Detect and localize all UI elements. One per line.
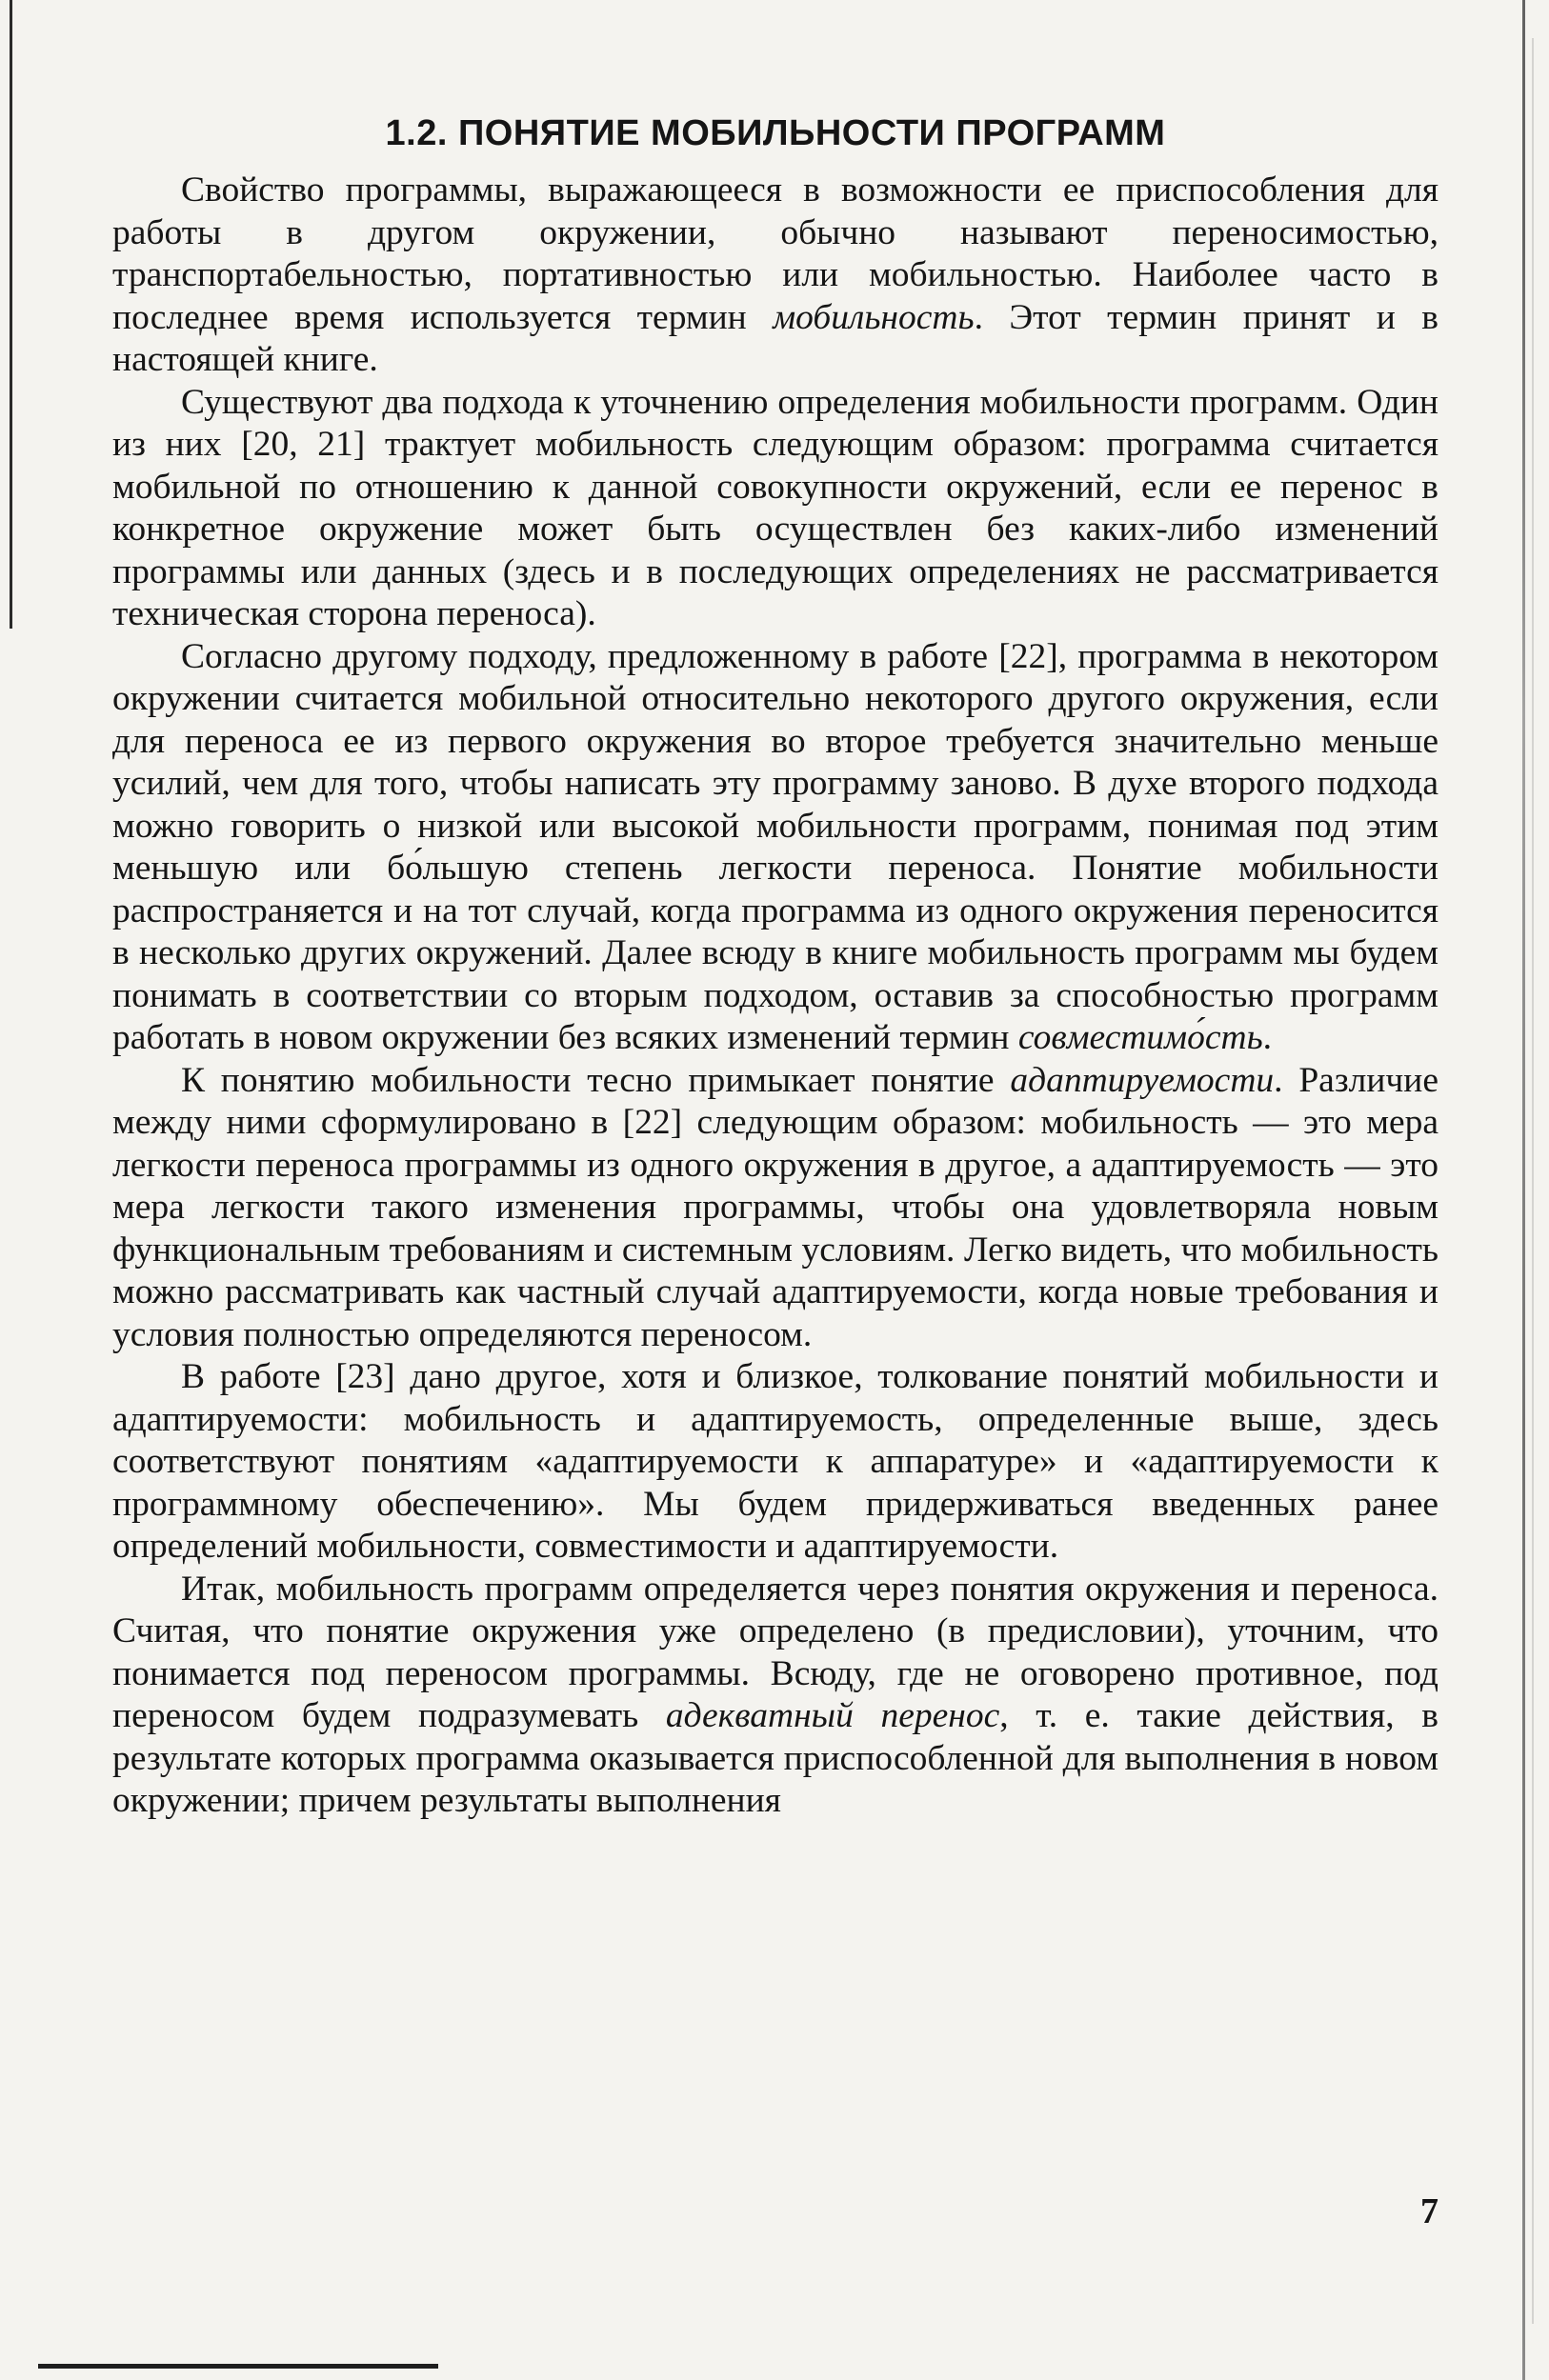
paragraph-text: , т. е. такие действия, в результате которых программа оказывается приспособленной для выполнения в новом окружении; причем результаты выполнения: [112, 1696, 1438, 1820]
scan-right-edge-shadow: [1532, 38, 1534, 2324]
paragraph-text: Существуют два подхода к уточнению определения мобильности программ. Один из них [20, 21] трактует мобильность следующим образом: программа считается мобильной по отношению к данной совокупности окружений, если ее перенос в конкретное окружение может быть осуществлен без каких-либо изменений программы или данных (здесь и в последующих определениях не рассматривается техническая сторона переноса).: [112, 382, 1438, 633]
body-text: [112, 170, 1438, 1823]
paragraph-text: К понятию мобильности тесно примыкает понятие: [181, 1060, 1011, 1100]
paragraph-text: Итак, мобильность программ определяется через понятия окружения и переноса. Считая, что понятие окружения уже определено (в предисловии), уточним, что понимается под переносом программы. Всюду, где не оговорено противное, под переносом будем подразумевать: [112, 1569, 1438, 1735]
section-heading: 1.2. ПОНЯТИЕ МОБИЛЬНОСТИ ПРОГРАММ: [385, 113, 1166, 154]
paragraph: [112, 636, 1438, 1060]
scan-right-edge: [1522, 0, 1525, 2380]
paragraph: [112, 382, 1438, 636]
italic-term: адаптируемости: [1010, 1060, 1275, 1100]
paragraph-text: . Различие между ними сформулировано в [22] следующим образом: мобильность — это мера легкости переноса программы из одного окружения в другое, а адаптируемость — это мера легкости такого изменения программы, чтобы она удовлетворяла новым функциональным требованиям и системным условиям. Легко видеть, что мобильность можно рассматривать как частный случай адаптируемости, когда новые требования и условия полностью определяются переносом.: [112, 1060, 1438, 1354]
paragraph-text: Согласно другому подходу, предложенному в работе [22], программа в некотором окружении считается мобильной относительно некоторого другого окружения, если для переноса ее из первого окружения во второе требуется значительно меньше усилий, чем для того, чтобы написать эту программу заново. В духе второго подхода можно говорить о низкой или высокой мобильности программ, понимая под этим меньшую или бо́льшую степень легкости переноса. Понятие мобильности распространяется и на тот случай, когда программа из одного окружения переносится в несколько других окружений. Далее всюду в книге мобильность программ мы будем понимать в соответствии со вторым подходом, оставив за способностью программ работать в новом окружении без всяких изменений термин: [112, 636, 1438, 1057]
paragraph: [112, 1569, 1438, 1823]
paragraph-text: . Этот термин принят и в настоящей книге.: [112, 297, 1438, 379]
scan-bottom-rule: [38, 2364, 438, 2369]
paragraph: [112, 1356, 1438, 1569]
paragraph: [112, 1060, 1438, 1357]
paragraph-text: Свойство программы, выражающееся в возможности ее приспособления для работы в другом окружении, обычно называют переносимостью, транспортабельностью, портативностью или мобильностью. Наиболее часто в последнее время используется термин: [112, 170, 1438, 337]
italic-term: мобильность: [773, 297, 975, 337]
paragraph-text: .: [1262, 1018, 1273, 1057]
paragraph-text: В работе [23] дано другое, хотя и близкое, толкование понятий мобильности и адаптируемости: мобильность и адаптируемость, определенные выше, здесь соответствуют понятиям «адаптируемости к аппаратуре» и «адаптируемости к программному обеспечению». Мы будем придерживаться введенных ранее определений мобильности, совместимости и адаптируемости.: [112, 1357, 1438, 1566]
paragraph: [112, 170, 1438, 382]
italic-term: адекватный перенос: [665, 1696, 1000, 1735]
italic-term: совместимо́сть: [1017, 1018, 1263, 1057]
page-number: 7: [1420, 2191, 1438, 2231]
scan-left-edge: [10, 0, 12, 629]
